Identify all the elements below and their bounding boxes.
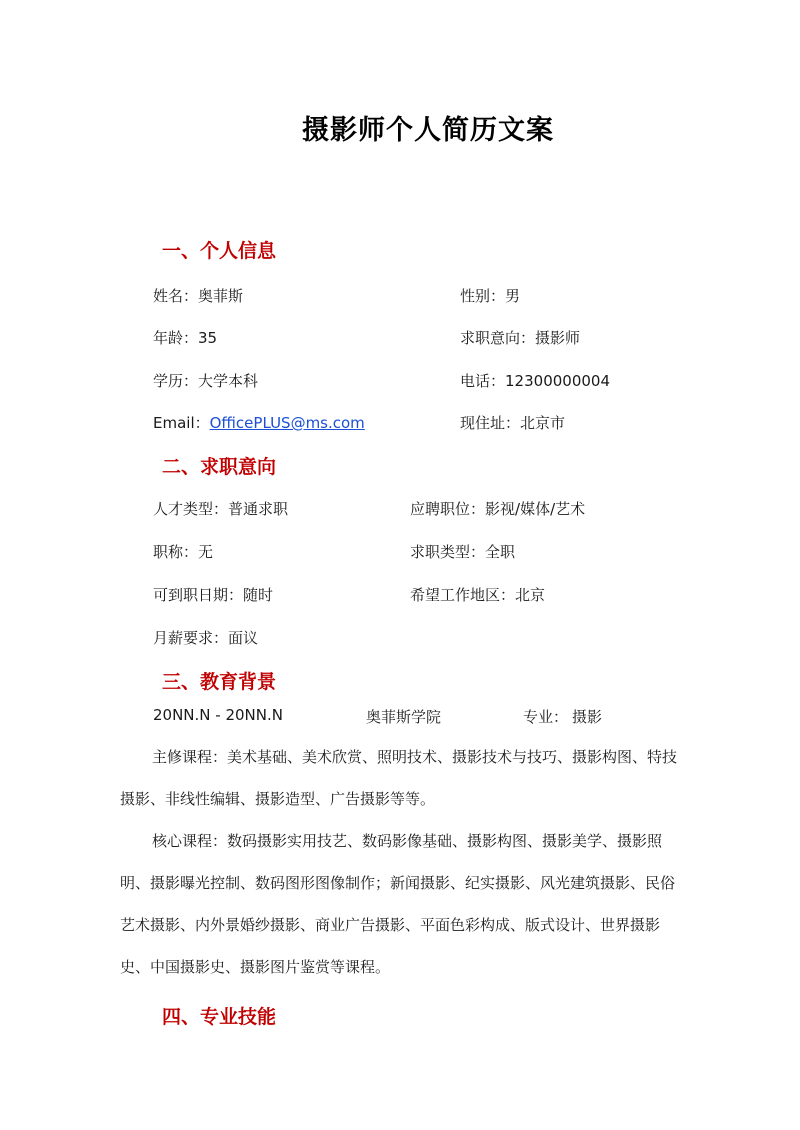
work-location-label: 希望工作地区：	[410, 586, 516, 604]
talent-type-row	[153, 498, 288, 519]
work-location-value: 北京	[515, 586, 546, 604]
email-label: Email：	[153, 414, 210, 432]
name-row	[153, 285, 243, 306]
job-type-value: 全职	[485, 543, 516, 561]
talent-type-value: 普通求职	[228, 500, 289, 518]
education-level-value: 大学本科	[198, 372, 259, 390]
address-label: 现住址：	[460, 414, 521, 432]
major-row	[523, 706, 602, 727]
section-heading-skills: 四、专业技能	[162, 1006, 277, 1028]
phone-row	[460, 370, 610, 391]
address-value: 北京市	[520, 414, 566, 432]
salary-label: 月薪要求：	[153, 629, 229, 647]
position-row	[410, 498, 585, 519]
major-label: 专业：	[523, 708, 569, 726]
start-date-row	[153, 584, 273, 605]
address-row	[460, 412, 565, 433]
name-value: 奥菲斯	[198, 287, 244, 305]
school-name: 奥菲斯学院	[366, 708, 442, 726]
intent-value: 摄影师	[535, 329, 581, 347]
section-heading-personal-info: 一、个人信息	[162, 240, 277, 262]
email-link[interactable]: OfficePLUS@ms.com	[209, 414, 365, 432]
start-date-value: 随时	[243, 586, 274, 604]
intent-label: 求职意向：	[460, 329, 536, 347]
major-value: 摄影	[572, 708, 603, 726]
education-level-label: 学历：	[153, 372, 199, 390]
section-heading-education: 三、教育背景	[162, 671, 277, 693]
professional-title-row	[153, 541, 213, 562]
age-value: 35	[198, 329, 218, 347]
position-value: 影视/媒体/艺术	[485, 500, 586, 518]
intent-row	[460, 327, 580, 348]
name-label: 姓名：	[153, 287, 199, 305]
document-title: 摄影师个人简历文案	[302, 115, 554, 146]
main-courses-paragraph: 主修课程：美术基础、美术欣赏、照明技术、摄影技术与技巧、摄影构图、特技摄影、非线性编辑、摄影造型、广告摄影等等。	[120, 748, 678, 808]
salary-value: 面议	[228, 629, 259, 647]
email-row	[153, 412, 365, 433]
education-period: 20NN.N - 20NN.N	[153, 706, 283, 724]
age-row	[153, 327, 217, 348]
section-heading-job-intent: 二、求职意向	[162, 456, 277, 478]
gender-label: 性别：	[460, 287, 506, 305]
professional-title-value: 无	[198, 543, 214, 561]
job-type-label: 求职类型：	[410, 543, 486, 561]
gender-value: 男	[505, 287, 521, 305]
education-level-row	[153, 370, 258, 391]
talent-type-label: 人才类型：	[153, 500, 229, 518]
work-location-row	[410, 584, 545, 605]
salary-row	[153, 627, 258, 648]
phone-label: 电话：	[460, 372, 506, 390]
gender-row	[460, 285, 520, 306]
professional-title-label: 职称：	[153, 543, 199, 561]
job-type-row	[410, 541, 515, 562]
age-label: 年龄：	[153, 329, 199, 347]
position-label: 应聘职位：	[410, 500, 486, 518]
start-date-label: 可到职日期：	[153, 586, 244, 604]
phone-value: 12300000004	[505, 372, 610, 390]
core-courses-paragraph: 核心课程：数码摄影实用技艺、数码影像基础、摄影构图、摄影美学、摄影照明、摄影曝光控制、数码图形图像制作；新闻摄影、纪实摄影、风光建筑摄影、民俗艺术摄影、内外景婚纱摄影、商业广告摄影、平面色彩构成、版式设计、世界摄影史、中国摄影史、摄影图片鉴赏等课程。	[120, 832, 676, 976]
